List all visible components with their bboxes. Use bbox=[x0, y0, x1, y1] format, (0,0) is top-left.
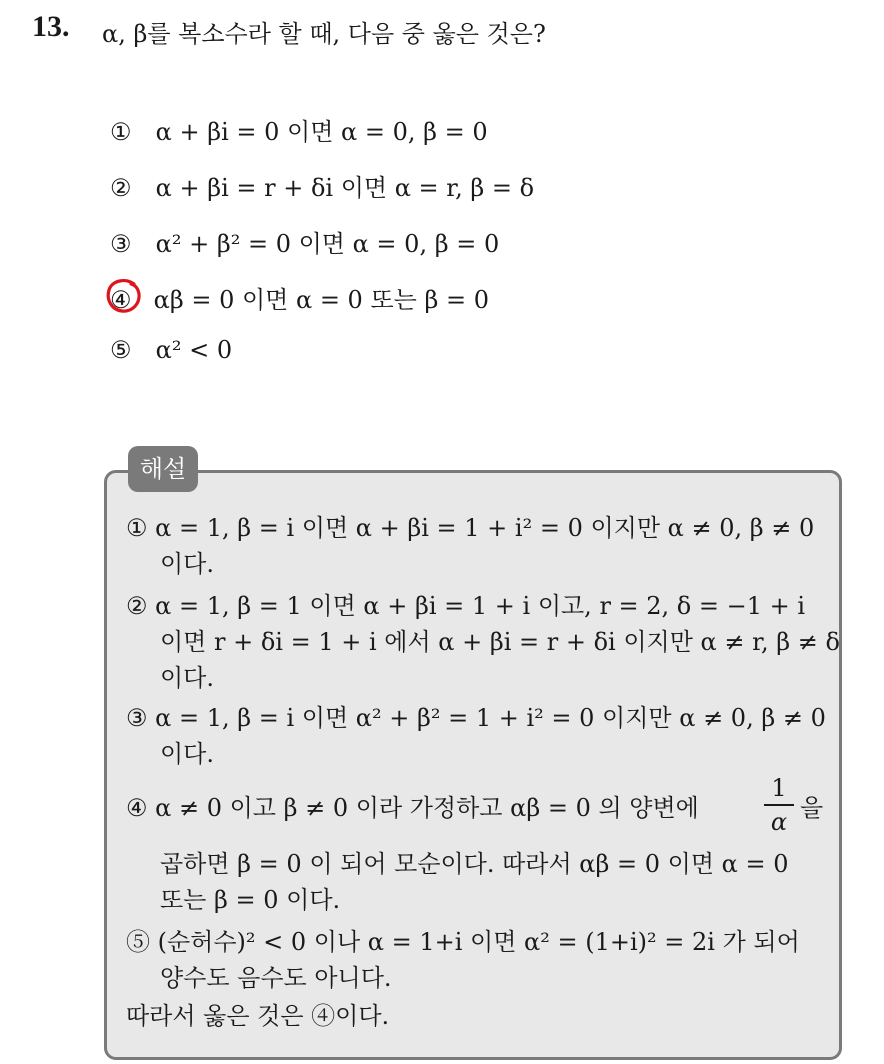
solution-line: ② α = 1, β = 1 이면 α + βi = 1 + i 이고, r = 2, δ = −1 + i bbox=[126, 592, 806, 620]
solution-line: ④ α ≠ 0 이고 β ≠ 0 이라 가정하고 αβ = 0 의 양변에 bbox=[126, 794, 699, 822]
choice-mark: ④ bbox=[110, 286, 132, 314]
solution-line: 이면 r + δi = 1 + i 에서 α + βi = r + δi 이지만 α ≠ r, β ≠ δ bbox=[160, 628, 840, 656]
question-number: 13. bbox=[32, 10, 70, 43]
choice-1[interactable] bbox=[110, 112, 488, 147]
answer-circle-icon bbox=[104, 276, 144, 316]
fraction-numerator: 1 bbox=[771, 774, 787, 802]
solution-line: 곱하면 β = 0 이 되어 모순이다. 따라서 αβ = 0 이면 α = 0 bbox=[160, 850, 789, 878]
solution-line: 따라서 옳은 것은 ④이다. bbox=[126, 1002, 390, 1030]
choice-mark: ③ bbox=[110, 230, 132, 258]
choice-2[interactable] bbox=[110, 168, 534, 203]
choice-text: α² + β² = 0 이면 α = 0, β = 0 bbox=[155, 230, 500, 258]
choice-text: αβ = 0 이면 α = 0 또는 β = 0 bbox=[153, 286, 489, 314]
question-text: α, β를 복소수라 할 때, 다음 중 옳은 것은? bbox=[102, 20, 546, 48]
solution-line: 이다. bbox=[160, 740, 214, 768]
solution-badge: 해설 bbox=[128, 446, 198, 492]
choice-text: α + βi = r + δi 이면 α = r, β = δ bbox=[155, 174, 535, 202]
fraction-one-over-alpha bbox=[764, 774, 794, 836]
choice-text: α + βi = 0 이면 α = 0, β = 0 bbox=[155, 118, 488, 146]
solution-line: 이다. bbox=[160, 550, 214, 578]
fraction-suffix: 을 bbox=[800, 794, 824, 822]
choice-5[interactable] bbox=[110, 336, 232, 364]
choice-mark: ② bbox=[110, 174, 132, 202]
choice-4[interactable] bbox=[110, 280, 489, 315]
solution-line: 또는 β = 0 이다. bbox=[160, 886, 341, 914]
choice-text: α² < 0 bbox=[155, 336, 233, 364]
solution-line: ③ α = 1, β = i 이면 α² + β² = 1 + i² = 0 이지만 α ≠ 0, β ≠ 0 bbox=[126, 704, 826, 732]
choice-mark: ① bbox=[110, 118, 132, 146]
solution-line: ⑤ (순허수)² < 0 이나 α = 1+i 이면 α² = (1+i)² = 2i 가 되어 bbox=[126, 928, 800, 956]
fraction-bar bbox=[764, 804, 794, 806]
choice-mark: ⑤ bbox=[110, 336, 132, 364]
solution-line: 이다. bbox=[160, 664, 214, 692]
fraction-denominator: α bbox=[770, 808, 788, 836]
choice-3[interactable] bbox=[110, 224, 499, 259]
solution-line: ① α = 1, β = i 이면 α + βi = 1 + i² = 0 이지만 α ≠ 0, β ≠ 0 bbox=[126, 514, 815, 542]
solution-line: 양수도 음수도 아니다. bbox=[160, 964, 392, 992]
